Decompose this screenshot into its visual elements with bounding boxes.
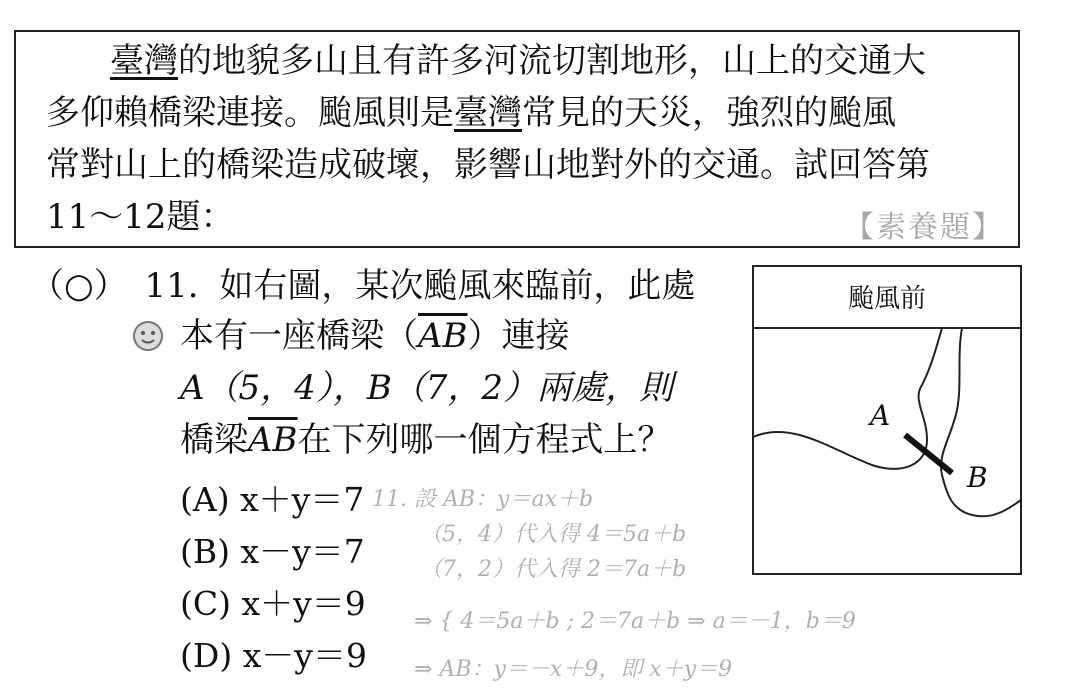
choice-c[interactable]: (C) x＋y＝9 <box>180 584 366 623</box>
intro-place-name: 臺灣 <box>110 41 178 81</box>
question-text-line-3: A（5，4），B（7，2）兩處，則 <box>180 368 674 408</box>
answer-mark: （○） <box>30 266 128 306</box>
intro-line-2: 多仰賴橋梁連接。颱風則是臺灣常見的天災，強烈的颱風 <box>46 93 896 133</box>
segment-ab: $\overline{AB}$ <box>418 316 468 356</box>
choice-a[interactable]: (A) x＋y＝7 <box>180 480 365 519</box>
intro-line-3: 常對山上的橋梁造成破壞，影響山地對外的交通。試回答第 <box>46 145 930 185</box>
solution-line-1: 11. 設 AB：y＝ax＋b <box>372 487 594 512</box>
label-a: A <box>870 399 891 432</box>
intro-line-1: 臺灣的地貌多山且有許多河流切割地形，山上的交通大 <box>110 41 926 81</box>
intro-passage-box <box>14 30 1020 248</box>
note-icon <box>131 319 165 353</box>
label-b: B <box>967 461 988 494</box>
solution-line-5: ⇒ AB：y＝－x＋9，即 x＋y＝9 <box>414 657 733 682</box>
question-number: 11. <box>144 266 199 306</box>
intro-place-name: 臺灣 <box>454 93 522 133</box>
bridge-diagram <box>752 265 1022 575</box>
choice-b[interactable]: (B) x－y＝7 <box>180 532 365 571</box>
segment-ab: $\overline{AB}$ <box>248 420 298 460</box>
diagram-title: 颱風前 <box>847 283 927 313</box>
solution-line-3: （7，2）代入得 2＝7a＋b <box>420 557 687 582</box>
question-text-line-4: 橋梁$\overline{AB}$在下列哪一個方程式上？ <box>180 420 672 460</box>
intro-line-4: 11～12題： <box>46 197 235 237</box>
choice-d[interactable]: (D) x－y＝9 <box>180 636 367 675</box>
question-header <box>30 266 695 306</box>
question-text-line-1: 如右圖，某次颱風來臨前，此處 <box>219 266 696 306</box>
literacy-tag: 【素養題】 <box>844 210 1004 245</box>
solution-line-2: （5，4）代入得 4＝5a＋b <box>420 522 687 547</box>
solution-line-4: ⇒ { 4＝5a＋b ; 2＝7a＋b ⇒ a＝－1，b＝9 <box>414 609 856 634</box>
question-text-line-2: 本有一座橋梁$(\overline{AB})$連接 <box>180 316 570 356</box>
